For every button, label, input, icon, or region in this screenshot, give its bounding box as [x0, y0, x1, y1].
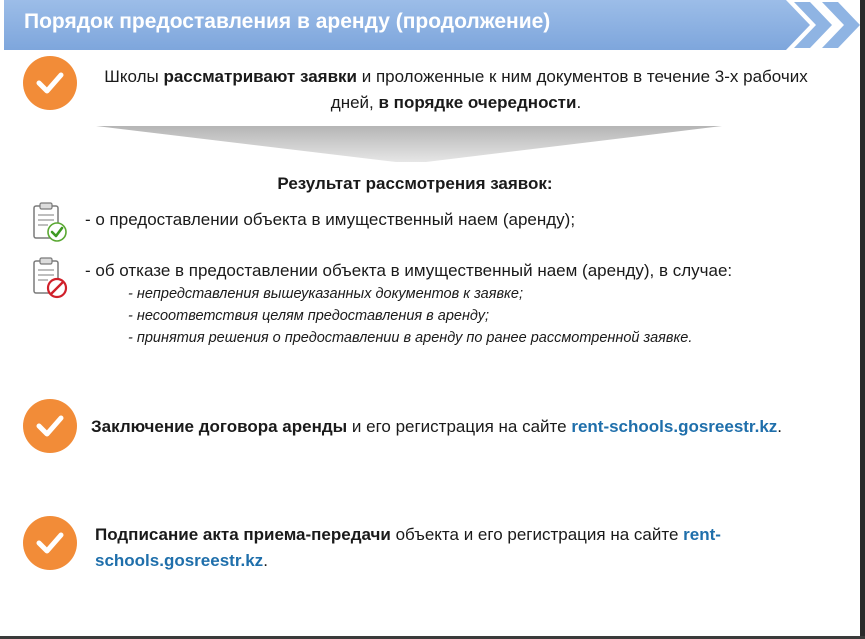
step2-text	[91, 414, 782, 440]
step1-text-2: и проложенные к ним документов в течение 3-х рабочих	[357, 67, 808, 86]
rent-schools-link-part2[interactable]: schools.gosreestr.kz	[95, 551, 264, 570]
checkmark-icon	[23, 399, 77, 453]
step1-text	[86, 64, 826, 116]
step1-text-4: .	[576, 93, 582, 112]
frame-right-edge	[860, 0, 865, 639]
refusal-reasons-list	[128, 283, 692, 349]
step3-text-1: объекта и его регистрация на сайте	[390, 525, 684, 544]
rent-schools-link-part1[interactable]: rent-	[683, 525, 721, 544]
rent-schools-link[interactable]: rent-schools.gosreestr.kz	[571, 417, 778, 436]
step2-bold: Заключение договора аренды	[91, 417, 348, 436]
step1-text-3: дней,	[330, 93, 379, 112]
list-item: - непредставления вышеуказанных документов к заявке;	[128, 286, 523, 302]
page-title: Порядок предоставления в аренду (продолжение)	[24, 10, 551, 33]
header-band	[4, 0, 860, 50]
document-approved-icon	[32, 201, 68, 243]
step1-bold-2: в порядке очередности	[378, 93, 577, 112]
checkmark-icon	[23, 516, 77, 570]
list-item: - несоответствия целям предоставления в аренду;	[128, 308, 490, 324]
result-refused-text: - об отказе в предоставлении объекта в имущественный наем (аренду), в случае:	[85, 261, 733, 280]
step1-text-1: Школы	[104, 67, 164, 86]
document-refused-icon	[32, 256, 68, 298]
down-arrow-band	[96, 124, 722, 164]
checkmark-icon	[23, 56, 77, 110]
step2-text-1: и его регистрация на сайте	[347, 417, 572, 436]
result-title: Результат рассмотрения заявок:	[277, 174, 553, 193]
list-item: - принятия решения о предоставлении в аренду по ранее рассмотренной заявке.	[128, 330, 693, 346]
result-approved-text: - о предоставлении объекта в имущественный наем (аренду);	[85, 210, 576, 229]
step3-bold: Подписание акта приема-передачи	[95, 525, 391, 544]
step3-text-2: .	[263, 551, 268, 570]
step2-text-2: .	[777, 417, 783, 436]
step3-text	[95, 522, 721, 574]
step1-bold-1: рассматривают заявки	[163, 67, 357, 86]
